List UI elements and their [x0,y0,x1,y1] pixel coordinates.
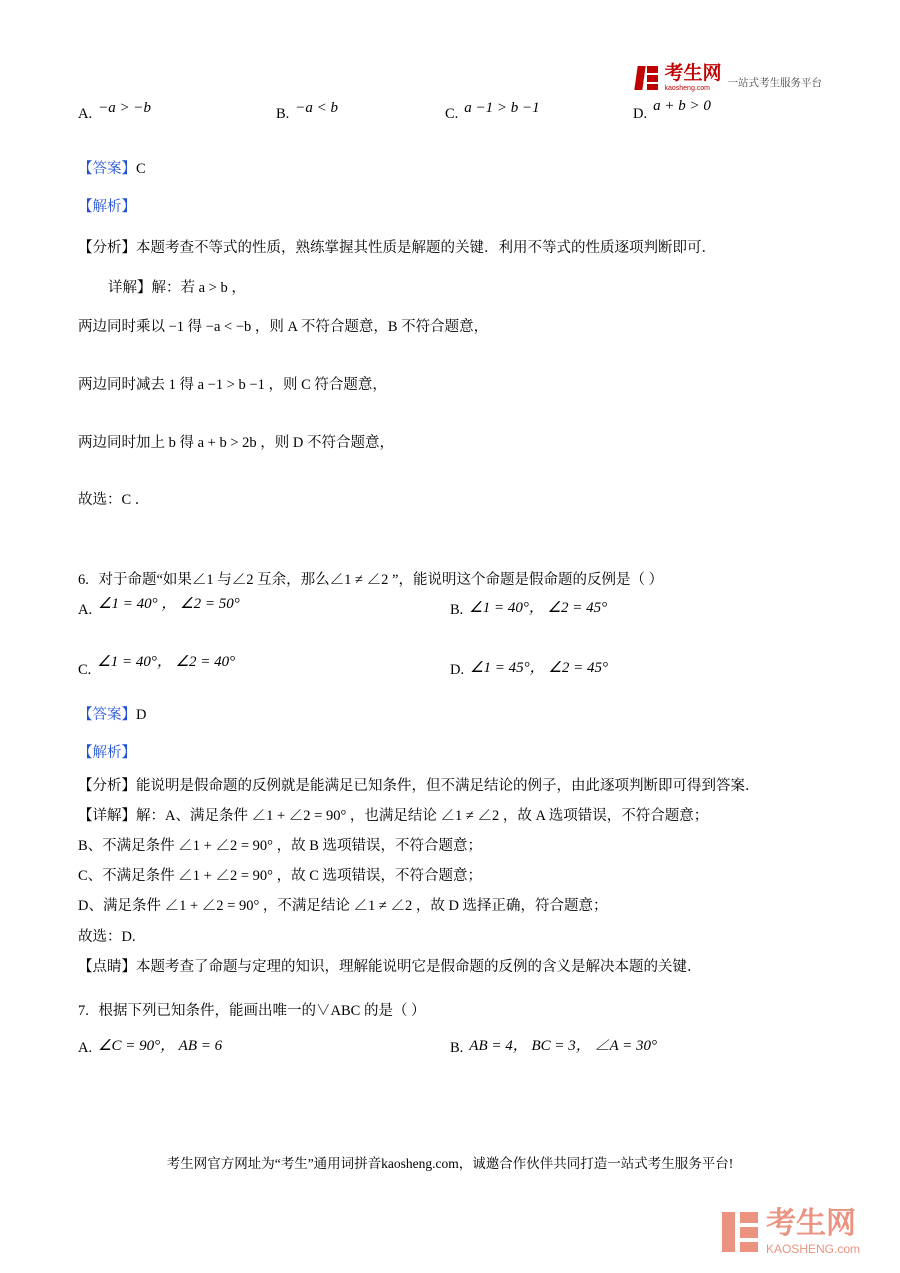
q5-option-a-label: A. [78,106,93,122]
q7-option-b-label: B. [450,1040,464,1056]
q6-option-b [450,598,607,619]
q6-option-c-label: C. [78,662,92,678]
q5-option-c-label: C. [445,106,459,122]
q7-option-b [450,1036,657,1057]
q6-stem-line [78,570,663,592]
q6-fenxi-line: 【分析】能说明是假命题的反例就是能满足已知条件，但不满足结论的例子，由此逐项判断即可得到答案． [78,778,760,794]
q5-option-b-label: B. [276,106,290,122]
brand-logo [636,64,822,92]
q6-option-c-text: ∠1 = 40°， ∠2 = 40° [97,654,236,670]
logo-slogan: 一站式考生服务平台 [727,77,822,89]
q5-step-1: 两边同时乘以 −1 得 −a < −b ，则 A 不符合题意，B 不符合题意， [78,319,489,335]
q5-answer-value: C [136,161,146,177]
q7-option-a-text: ∠C = 90°， AB = 6 [98,1038,223,1054]
q7-option-b-text: AB = 4， BC = 3， ∠A = 30° [469,1038,658,1054]
q5-detail-head: 详解】解：若 a > b ， [108,280,246,296]
logo-title: 考生网 [664,63,722,84]
q5-option-a-text: −a > −b [98,100,151,116]
q6-number: 6. [78,572,89,588]
watermark-subtitle: KAOSHENG.com [765,1242,860,1256]
q5-step-2: 两边同时减去 1 得 a −1 > b −1 ，则 C 符合题意， [78,377,387,393]
q6-option-a-text: ∠1 = 40° ， ∠2 = 50° [98,596,240,612]
q7-number: 7. [78,1003,89,1019]
q5-fenxi-line: 【分析】本题考查不等式的性质，熟练掌握其性质是解题的关键．利用不等式的性质逐项判断即可． [78,240,716,256]
q5-option-b-text: −a < b [295,100,339,116]
q6-option-d [450,658,608,679]
q7-stem: 根据下列已知条件，能画出唯一的∨ABC 的是（ ） [98,1003,426,1019]
watermark-mark-icon [722,1212,758,1252]
q7-options [78,1030,822,1070]
q7-option-a-label: A. [78,1040,93,1056]
q5-options-row [78,100,822,126]
q6-option-b-label: B. [450,602,464,618]
q7-stem-line [78,1001,426,1023]
q5-option-b [276,100,339,123]
logo-subtitle: kaosheng.com [664,85,711,92]
q6-option-a-label: A. [78,602,93,618]
q6-option-a [78,598,240,619]
q6-options [78,592,822,698]
page-footer: 考生网官方网址为“考生”通用词拼音kaosheng.com，诚邀合作伙伴共同打造一站式考生服务平台! [166,1156,734,1171]
logo-text [664,64,721,92]
q6-option-d-text: ∠1 = 45°， ∠2 = 45° [470,660,608,676]
q5-option-d-label: D. [633,106,648,122]
q5-option-a [78,100,151,123]
q6-answer-value: D [136,707,147,723]
q7-option-a [78,1036,222,1057]
q6-option-b-text: ∠1 = 40°， ∠2 = 45° [469,600,608,616]
q6-option-d-label: D. [450,662,465,678]
q5-option-d-text: a + b > 0 [653,98,711,114]
q6-conclusion: 故选：D. [78,929,136,945]
q6-answer-label: 【答案】 [78,707,136,723]
q6-analysis-label: 【解析】 [78,745,136,761]
q5-option-d [633,98,711,123]
q6-dianjing: 【点睛】本题考查了命题与定理的知识，理解能说明它是假命题的反例的含义是解决本题的关键． [78,959,702,975]
q6-detail-line-1: 【详解】解：A、满足条件 ∠1 + ∠2 = 90° ，也满足结论 ∠1 ≠ ∠2 ，故 A 选项错误，不符合题意； [78,808,709,824]
q6-detail-line-4: D、满足条件 ∠1 + ∠2 = 90° ，不满足结论 ∠1 ≠ ∠2 ，故 D 选择正确，符合题意； [78,898,608,914]
q6-answer-line [78,705,146,727]
q5-conclusion: 故选：C ． [78,492,150,508]
q6-detail-line-3: C、不满足条件 ∠1 + ∠2 = 90° ，故 C 选项错误，不符合题意； [78,868,482,884]
logo-mark-icon [636,66,658,90]
q5-step-3: 两边同时加上 b 得 a + b > 2b ，则 D 不符合题意， [78,435,395,451]
q5-option-c-text: a −1 > b −1 [464,100,540,116]
q5-answer-label: 【答案】 [78,161,136,177]
watermark [722,1209,860,1255]
q6-stem: 对于命题“如果∠1 与∠2 互余，那么∠1 ≠ ∠2 ”，能说明这个命题是假命题的反例是（ ） [98,572,664,588]
q5-option-c [445,100,540,123]
watermark-title: 考生网 [765,1207,856,1240]
q6-option-c [78,654,236,679]
q5-analysis-label: 【解析】 [78,199,136,215]
q5-answer-line [78,159,146,181]
q6-detail-line-2: B、不满足条件 ∠1 + ∠2 = 90° ，故 B 选项错误，不符合题意； [78,838,482,854]
